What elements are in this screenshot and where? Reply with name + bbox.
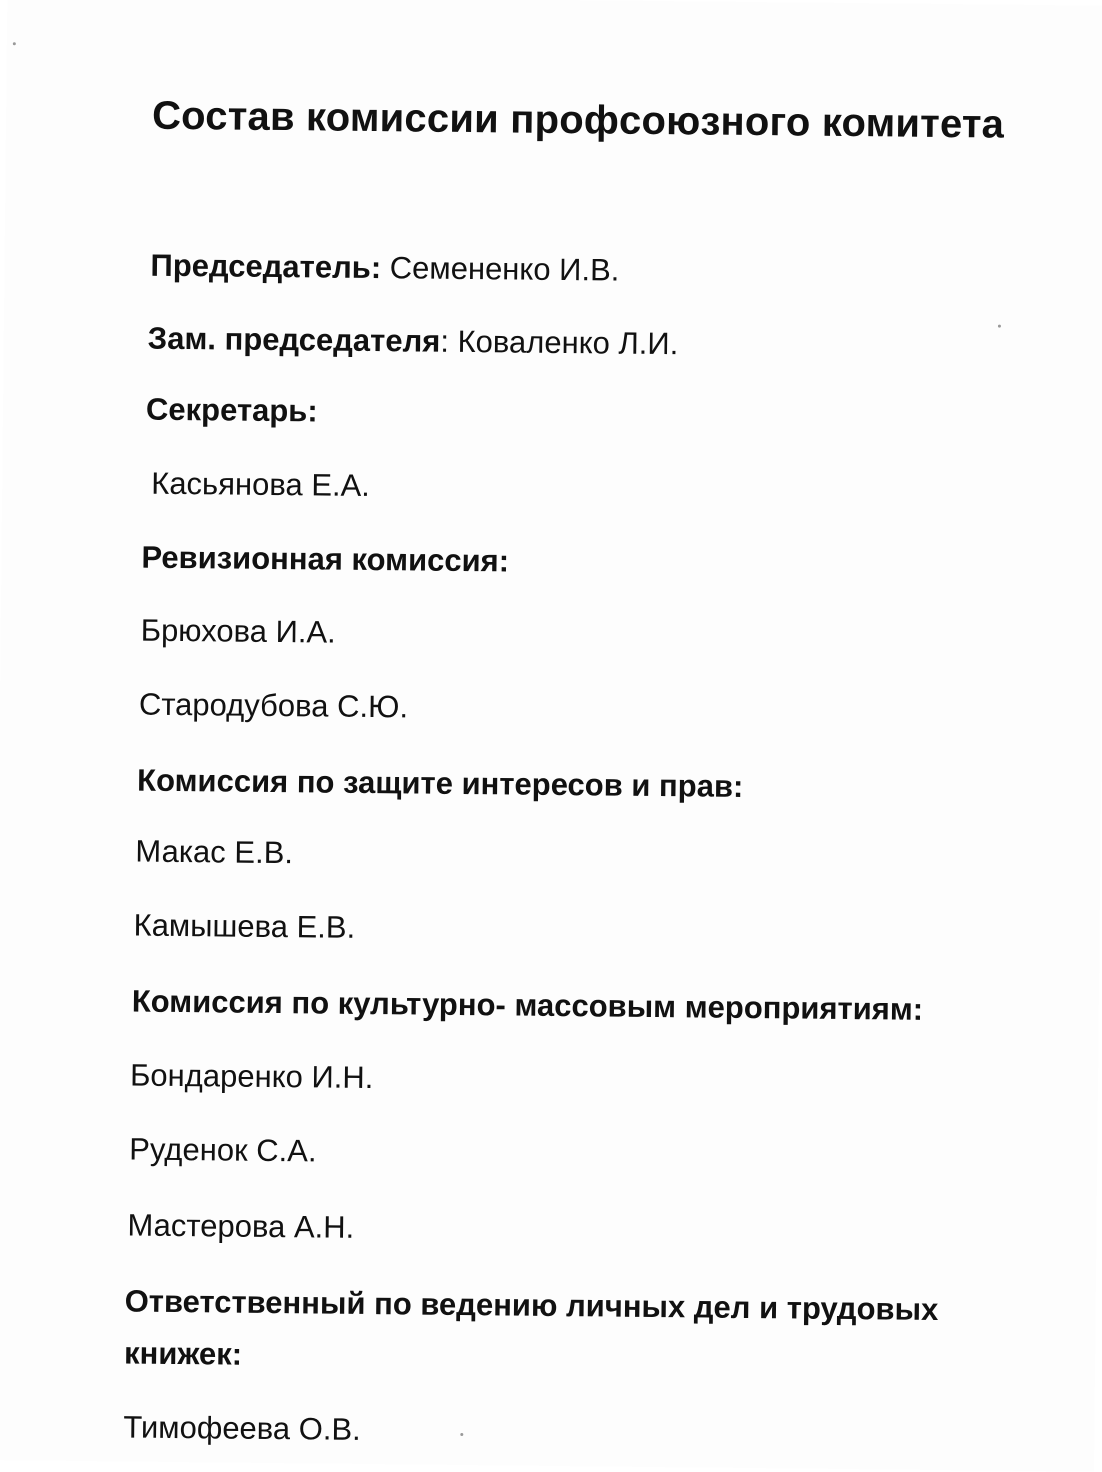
page-title: Состав комиссии профсоюзного комитета — [151, 93, 1005, 147]
deputy-colon: : — [440, 323, 450, 359]
records-label: Ответственный по ведению личных дел и трудовых книжек: — [123, 1283, 939, 1372]
scan-speck — [13, 42, 16, 45]
deputy-name: Коваленко Л.И. — [448, 323, 679, 362]
records-member: Тимофеева О.В. — [123, 1409, 361, 1447]
audit-member: Стародубова С.Ю. — [138, 686, 409, 725]
chairman-label: Председатель: — [150, 247, 382, 286]
deputy-line — [148, 319, 679, 365]
rights-member: Камышева Е.В. — [133, 907, 356, 945]
deputy-label: Зам. председателя — [147, 320, 441, 359]
scan-speck — [998, 325, 1001, 328]
chairman-line — [150, 246, 619, 291]
culture-member: Руденок С.А. — [129, 1131, 317, 1169]
audit-member: Брюхова И.А. — [140, 612, 336, 650]
scan-speck — [460, 1433, 463, 1436]
audit-label: Ревизионная комиссия: — [141, 539, 510, 579]
chairman-name: Семененко И.В. — [380, 250, 620, 288]
rights-label: Комиссия по защите интересов и прав: — [136, 762, 744, 804]
rights-member: Макас Е.В. — [135, 833, 294, 871]
culture-member: Бондаренко И.Н. — [129, 1057, 374, 1096]
secretary-label: Секретарь: — [145, 391, 318, 429]
secretary-name: Касьянова Е.А. — [151, 465, 371, 503]
culture-label: Комиссия по культурно- массовым мероприятиям: — [131, 983, 924, 1027]
culture-member: Мастерова А.Н. — [127, 1207, 355, 1245]
